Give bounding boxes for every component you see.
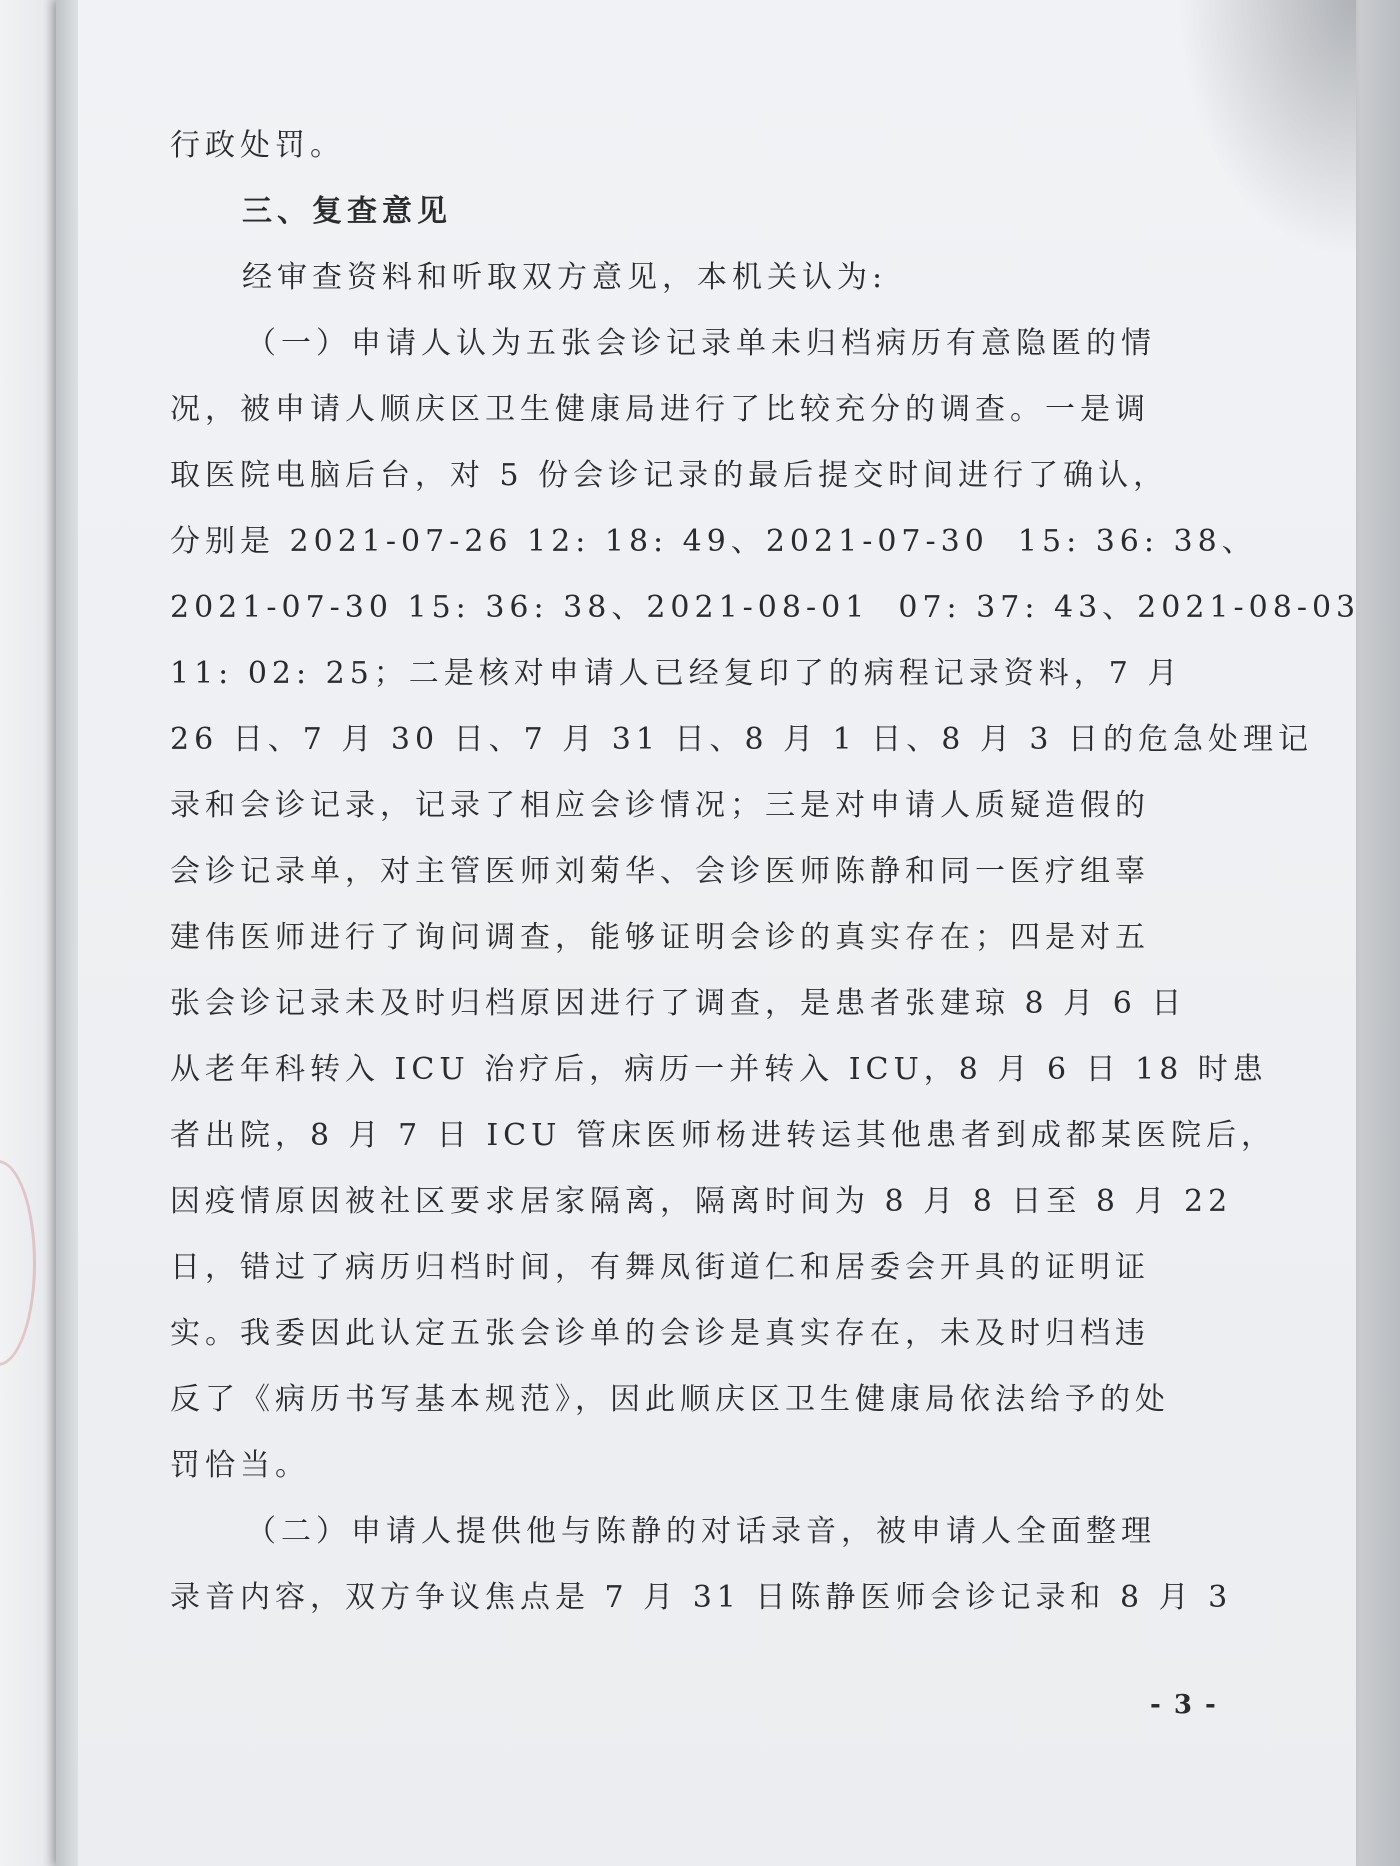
page-number: - 3 - <box>1150 1690 1218 1720</box>
text-line: 反了《病历书写基本规范》，因此顺庆区卫生健康局依法给予的处 <box>170 1382 1170 1417</box>
body-text <box>170 126 1361 1644</box>
text-line: 实。我委因此认定五张会诊单的会诊是真实存在，未及时归档违 <box>170 1316 1150 1351</box>
text-line: 录和会诊记录，记录了相应会诊情况；三是对申请人质疑造假的 <box>170 788 1150 823</box>
text-line: 从老年科转入 ICU 治疗后，病历一并转入 ICU，8 月 6 日 18 时患 <box>170 1052 1268 1087</box>
text-line: 分别是 2021-07-26 12: 18: 49、2021-07-30 15: 36: 38、 <box>170 524 1257 559</box>
text-line: （一）申请人认为五张会诊记录单未归档病历有意隐匿的情 <box>246 326 1156 361</box>
red-stamp-fragment <box>0 1160 36 1366</box>
text-line: 行政处罚。 <box>170 128 345 163</box>
text-line: 2021-07-30 15: 36: 38、2021-08-01 07: 37: 43、2021-08-03 <box>170 590 1361 625</box>
binding-edge <box>56 0 78 1866</box>
text-line: 日，错过了病历归档时间，有舞凤街道仁和居委会开具的证明证 <box>170 1250 1150 1285</box>
text-line: 者出院，8 月 7 日 ICU 管床医师杨进转运其他患者到成都某医院后， <box>170 1118 1276 1153</box>
text-line: 会诊记录单，对主管医师刘菊华、会诊医师陈静和同一医疗组辜 <box>170 854 1150 889</box>
text-line: 经审查资料和听取双方意见，本机关认为: <box>242 260 888 295</box>
text-line: （二）申请人提供他与陈静的对话录音，被申请人全面整理 <box>246 1514 1156 1549</box>
text-line: 录音内容，双方争议焦点是 7 月 31 日陈静医师会诊记录和 8 月 3 <box>170 1580 1233 1615</box>
text-line: 因疫情原因被社区要求居家隔离，隔离时间为 8 月 8 日至 8 月 22 <box>170 1184 1233 1219</box>
text-line: 况，被申请人顺庆区卫生健康局进行了比较充分的调查。一是调 <box>170 392 1150 427</box>
text-line: 张会诊记录未及时归档原因进行了调查，是患者张建琼 8 月 6 日 <box>170 986 1187 1021</box>
section-heading: 三、复查意见 <box>242 194 452 229</box>
text-line: 26 日、7 月 30 日、7 月 31 日、8 月 1 日、8 月 3 日的危急处理记 <box>170 722 1314 757</box>
text-line: 罚恰当。 <box>170 1448 310 1483</box>
text-line: 建伟医师进行了询问调查，能够证明会诊的真实存在；四是对五 <box>170 920 1150 955</box>
text-line: 取医院电脑后台，对 5 份会诊记录的最后提交时间进行了确认， <box>170 458 1169 493</box>
text-line: 11: 02: 25；二是核对申请人已经复印了的病程记录资料，7 月 <box>170 656 1183 691</box>
